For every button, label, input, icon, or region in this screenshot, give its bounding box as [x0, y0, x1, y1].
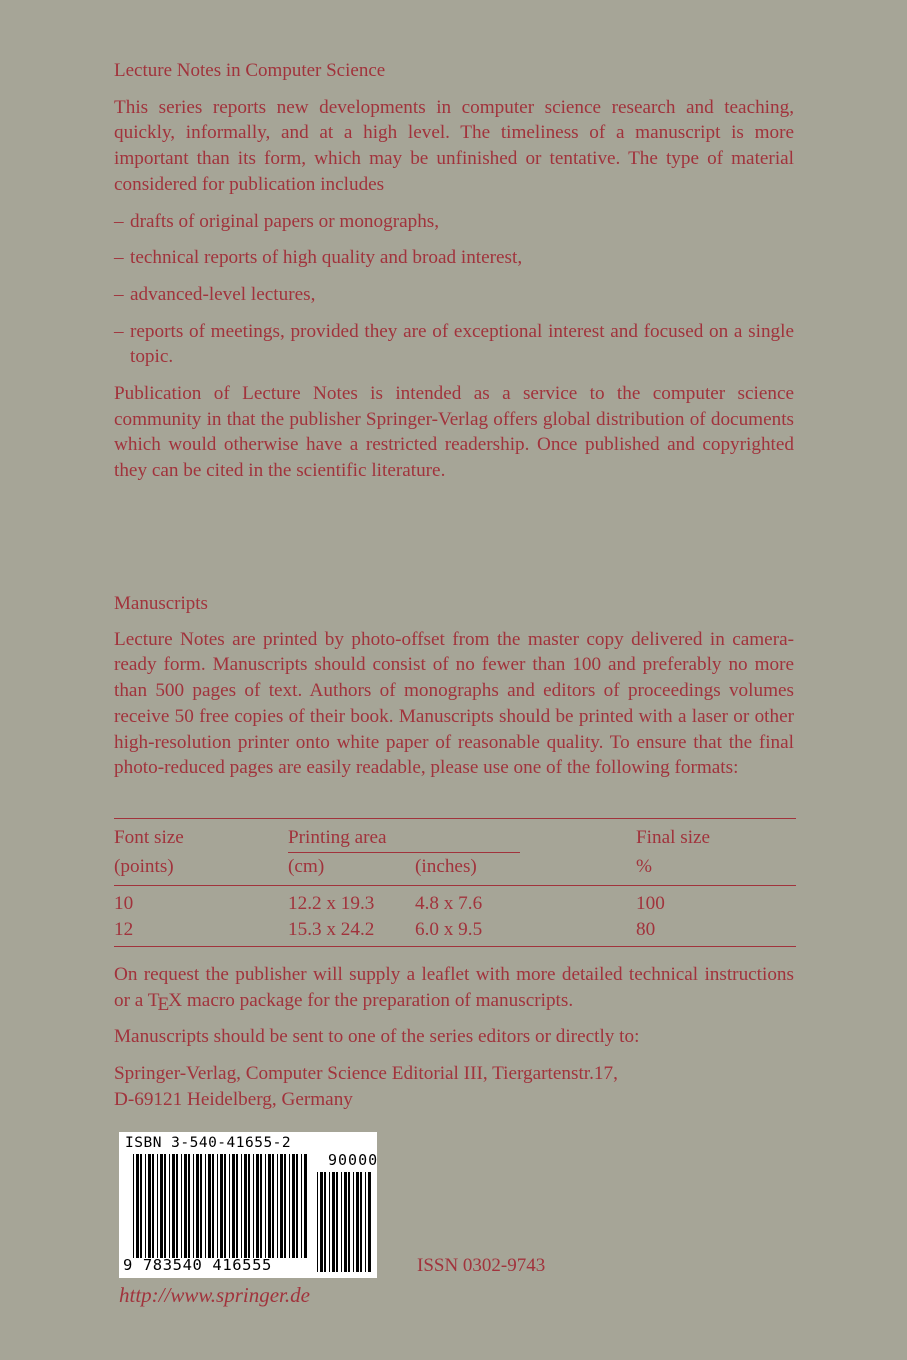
issn-label: ISSN 0302-9743 — [417, 1255, 546, 1276]
manuscripts-body: Lecture Notes are printed by photo-offset from the master copy delivered in camera-ready form. Manuscripts should consist of no fewer than 100 and preferably no more than 500 pages of text. Authors of monographs and editors of proceedings volumes receive 50 free copies of their book. Manuscripts should be printed with a laser or other high-resolution printer onto white paper of reasonable quality. To ensure that the final photo-reduced pages are easily readable, please use one of the following formats: — [114, 628, 794, 779]
series-heading: Lecture Notes in Computer Science — [114, 60, 386, 81]
address-line-1: Springer-Verlag, Computer Science Editorial III, Tiergartenstr.17, — [114, 1063, 618, 1085]
series-intro: This series reports new developments in computer science research and teaching, quickly, informally, and at a high level. The timeliness of a manuscript is more important than its form, which may be unfinished or tentative. The type of material considered for publication includes — [114, 96, 794, 195]
back-cover: Lecture Notes in Computer Science This series reports new developments in computer science research and teaching, quickly, informally, and at a high level. The timeliness of a manuscript is more important than its form, which may be unfinished or tentative. The type of material considered for publication includes – drafts of original papers or monographs, – technical reports of high quality and broad interest, – advanced-level lectures, – reports of meetings, provided they are of exceptional interest and focused on a single topic. Publication of Lecture Notes is intended as a service to the computer science community in that the publisher Springer-Verlag offers global distribution of documents which would otherwise have a restricted readership. Once published and copyrighted they can be cited in the scientific literature. Manuscripts Lecture Notes are printed by photo-offset from the master copy delivered in camera-ready form. Manuscripts should consist of no fewer than 100 and preferably no more than 500 pages of text. Authors of monographs and editors of proceedings volumes receive 50 free copies of their book. Manuscripts should be printed with a laser or other high-resolution printer onto white paper of reasonable quality. To ensure that the final photo-reduced pages are easily readable, please use one of the following formats: Font size Printing area Final size (points) (cm) (inches) % 10 12.2 x 19.3 4.8 x 7.6 100 12 15.3 x 24.2 6.0 x 9.5 80 On request the publisher will supply a leaflet with more detailed technical instructions or a TEX macro package for the preparation of manuscripts. Manuscripts should be sent to one of the series editors or directly to: Springer-Verlag, Computer Science Editorial III, Tiergartenstr.17, D-69121 Heidelberg, Germany ISBN 3-540-41655-2 90000 9 783540 416555 ISSN 0302-9743 http://www.springer.de — [114, 60, 794, 1307]
address-line-2: D-69121 Heidelberg, Germany — [114, 1088, 353, 1110]
col-header-area: Printing area — [288, 827, 387, 848]
material-list — [114, 209, 794, 371]
series-section — [114, 58, 794, 484]
list-item: – advanced-level lectures, — [114, 283, 316, 305]
send-to-line: Manuscripts should be sent to one of the series editors or directly to: — [114, 1026, 640, 1048]
col-unit-final: % — [636, 856, 652, 877]
isbn-barcode — [119, 1132, 377, 1278]
area-header-rule — [288, 852, 520, 853]
table-bottom-rule — [114, 946, 796, 947]
publisher-url[interactable]: http://www.springer.de — [119, 1283, 310, 1307]
col-header-final: Final size — [636, 827, 711, 848]
col-unit-inches: (inches) — [415, 856, 477, 877]
table-top-rule — [114, 818, 796, 819]
col-header-font: Font size — [114, 827, 184, 848]
addon-number: 90000 — [328, 1151, 379, 1169]
request-paragraph: On request the publisher will supply a leaflet with more detailed technical instructions or a TEX macro package for the preparation of manuscripts. — [114, 964, 794, 1015]
instructions-section — [114, 962, 794, 1113]
isbn-label: ISBN 3-540-41655-2 — [125, 1135, 292, 1151]
list-item: – reports of meetings, provided they are of exceptional interest and focused on a single topic. — [114, 320, 794, 368]
col-unit-cm: (cm) — [288, 856, 325, 877]
tex-logo: TEX — [147, 989, 183, 1015]
list-item: – technical reports of high quality and broad interest, — [114, 247, 523, 269]
table-header-rule — [114, 885, 796, 886]
ean-number: 9 783540 416555 — [123, 1256, 272, 1274]
manuscripts-heading: Manuscripts — [114, 593, 208, 614]
col-unit-font: (points) — [114, 856, 174, 877]
list-item: – drafts of original papers or monographs, — [114, 210, 440, 232]
publication-paragraph: Publication of Lecture Notes is intended as a service to the computer science community in that the publisher Springer-Verlag offers global distribution of documents which would otherwise have a restricted readership. Once published and copyrighted they can be cited in the scientific literature. — [114, 383, 794, 482]
manuscripts-section — [114, 591, 794, 781]
